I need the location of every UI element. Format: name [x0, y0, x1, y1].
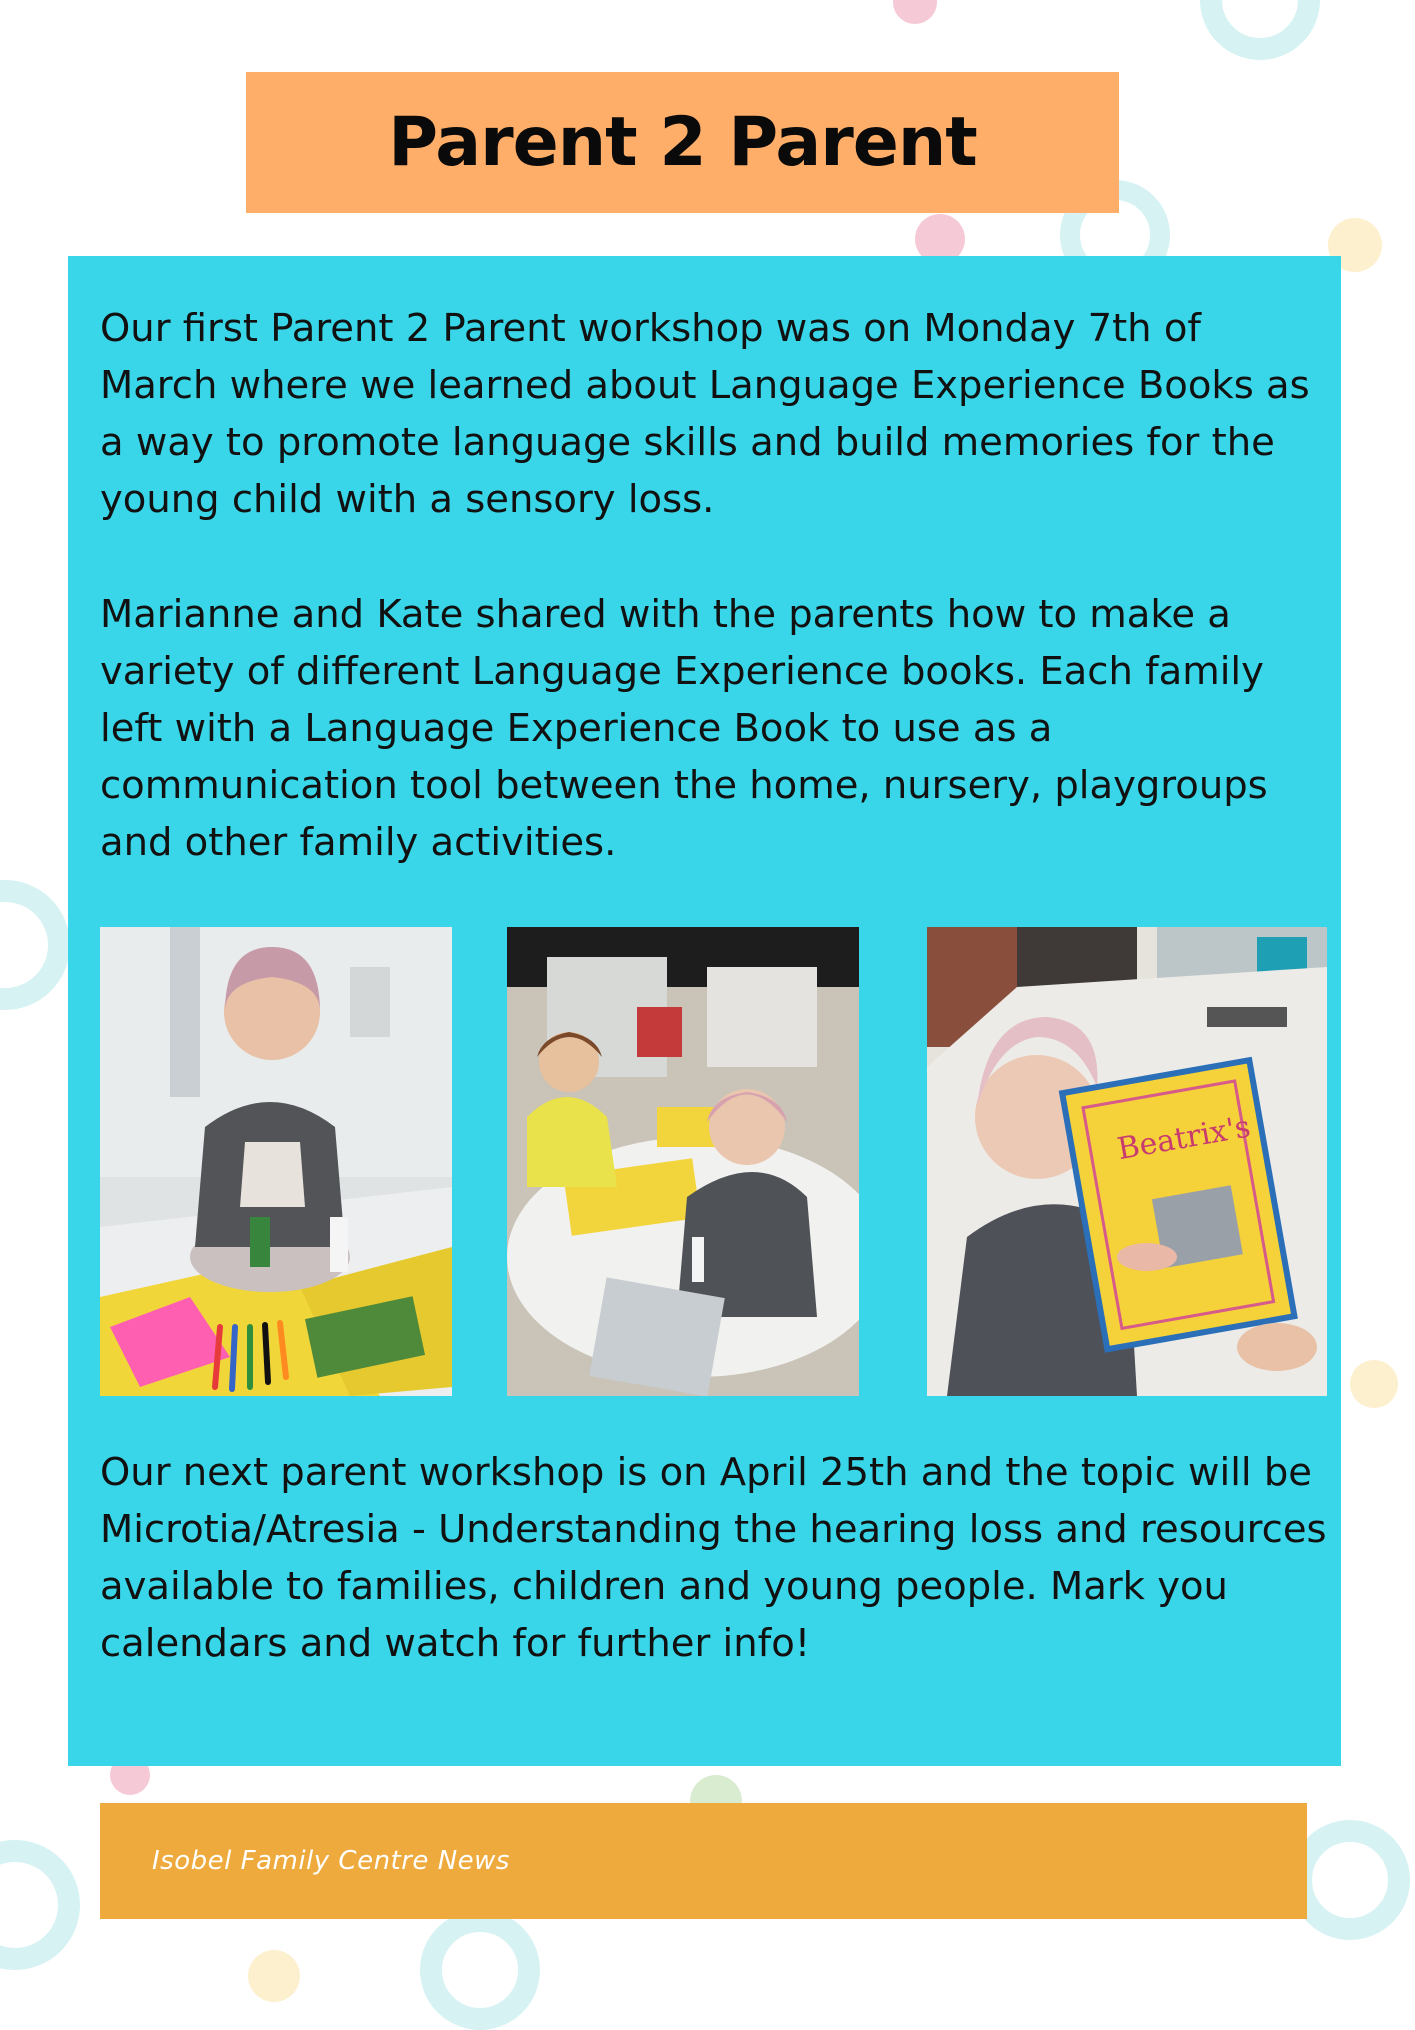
article-paragraph: Our next parent workshop is on April 25th and the topic will be Microtia/Atresia - Understanding the hearing loss and resources available to families, children and young people. Mark you calendars and watch for further info!: [100, 1450, 1327, 1666]
decor-arc-icon: [0, 880, 70, 1010]
footer-text: Isobel Family Centre News: [152, 1846, 510, 1876]
decor-arc-icon: [1290, 1820, 1410, 1940]
decor-dot-icon: [1350, 1360, 1398, 1408]
article-paragraph: Marianne and Kate shared with the parents how to make a variety of different Language Experience books. Each family left with a Language Experience Book to use as a communication tool between the home, nursery, playgroups and other family activities.: [100, 592, 1268, 865]
decor-dot-icon: [248, 1950, 300, 2002]
decor-dot-icon: [893, 0, 937, 24]
footer-bar: [100, 1803, 1307, 1919]
photo-children-at-table: [507, 927, 859, 1396]
title-banner: [246, 72, 1119, 213]
page-title: Parent 2 Parent: [388, 103, 977, 182]
content-panel: [68, 256, 1341, 1766]
decor-arc-icon: [1200, 0, 1320, 60]
photo-child-crafting: [100, 927, 452, 1396]
article-paragraph: Our first Parent 2 Parent workshop was on Monday 7th of March where we learned about Language Experience Books as a way to promote language skills and build memories for the young child with a sensory loss.: [100, 306, 1310, 522]
decor-arc-icon: [0, 1840, 80, 1970]
book-cover-text: Beatrix's: [1114, 1109, 1254, 1168]
photo-child-with-book: [927, 927, 1327, 1396]
decor-arc-icon: [420, 1910, 540, 2030]
